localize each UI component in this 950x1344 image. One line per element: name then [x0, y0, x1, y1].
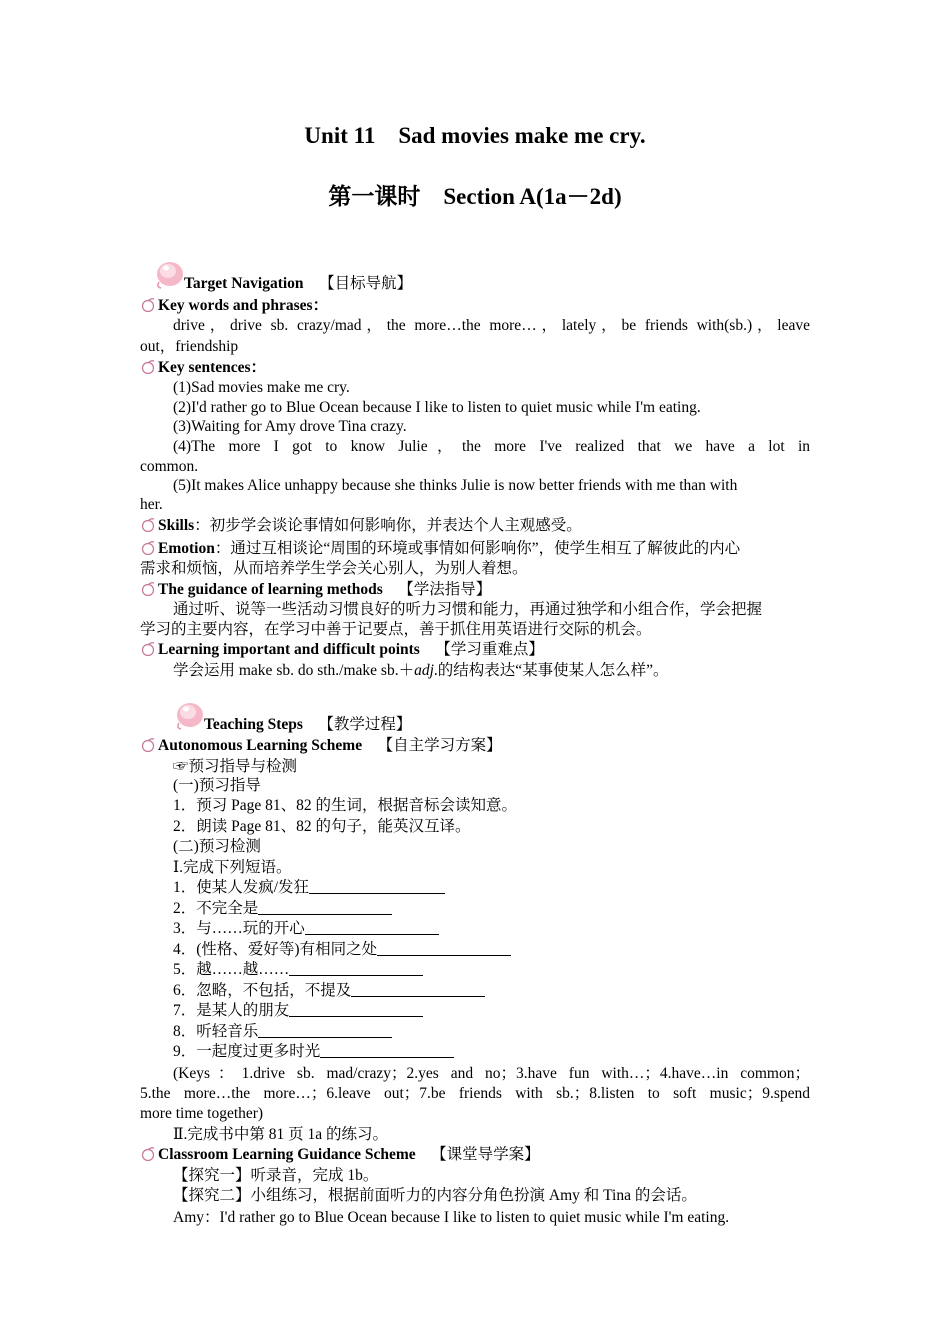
flower-icon: [172, 697, 208, 731]
key-sentence: (4)The more I got to know Julie，the more I've realized that we have a lot in: [173, 438, 810, 455]
key-sentence: (1)Sad movies make me cry.: [173, 379, 350, 396]
guidance-text: 学习的主要内容，在学习中善于记要点，善于抓住用英语进行交际的机会。: [140, 621, 652, 638]
page-title: Unit 11 Sad movies make me cry.: [304, 123, 646, 148]
phrase-item: 8．听轻音乐: [173, 1022, 810, 1042]
key-sentence: (5)It makes Alice unhappy because she thinks Julie is now better friends with me than with: [173, 477, 738, 494]
explore-item: 【探究一】听录音，完成 1b。: [173, 1167, 379, 1184]
explore-item: 【探究二】小组练习，根据前面听力的内容分角色扮演 Amy 和 Tina 的会话。: [173, 1187, 697, 1204]
answer-blank[interactable]: [351, 981, 485, 997]
guide-title: (一)预习指导: [173, 777, 261, 794]
phrase-item: 1．使某人发疯/发狂: [173, 878, 810, 898]
key-sentence: her.: [140, 496, 163, 513]
phrase-item: 9．一起度过更多时光: [173, 1042, 810, 1062]
learning-points-text: 学会运用 make sb. do sth./make sb.＋adj.的结构表达“某事使某人怎么样”。: [173, 662, 669, 679]
key-sentences-heading: Key sentences：: [140, 358, 810, 378]
learning-points-heading: Learning important and difficult points 【学习重难点】: [140, 640, 810, 660]
autonomous-heading: Autonomous Learning Scheme 【自主学习方案】: [140, 736, 810, 756]
answer-blank[interactable]: [309, 878, 445, 894]
apple-bullet-icon: [140, 541, 158, 555]
guidance-text: 通过听、说等一些活动习惯良好的听力习惯和能力，再通过独学和小组合作，学会把握: [173, 601, 763, 618]
keys-line: 5.the more…the more…；6.leave out；7.be friends with sb.；8.listen to soft music；9.spend: [140, 1085, 810, 1102]
check-title: (二)预习检测: [173, 838, 261, 855]
task-title: Ⅱ.完成书中第 81 页 1a 的练习。: [173, 1126, 389, 1143]
keys-line: more time together): [140, 1105, 264, 1122]
apple-bullet-icon: [140, 642, 158, 656]
answer-blank[interactable]: [289, 960, 423, 976]
skills-line: Skills：初步学会谈论事情如何影响你，并表达个人主观感受。: [140, 516, 810, 536]
apple-bullet-icon: [140, 582, 158, 596]
key-sentence: common.: [140, 458, 199, 475]
phrase-item: 4．(性格、爱好等)有相同之处: [173, 940, 810, 960]
key-words-line: drive，drive sb. crazy/mad，the more…the more…，lately，be friends with(sb.)，leave: [173, 317, 810, 334]
task-title: Ⅰ.完成下列短语。: [173, 859, 292, 876]
guide-item: 1．预习 Page 81、82 的生词，根据音标会读知意。: [173, 797, 518, 814]
phrase-item: 7．是某人的朋友: [173, 1001, 810, 1021]
teaching-steps-heading: Teaching Steps 【教学过程】: [204, 716, 412, 733]
apple-bullet-icon: [140, 518, 158, 532]
guidance-heading: The guidance of learning methods 【学法指导】: [140, 580, 810, 600]
target-navigation-heading: Target Navigation 【目标导航】: [184, 275, 413, 292]
answer-blank[interactable]: [258, 1022, 392, 1038]
apple-bullet-icon: [140, 738, 158, 752]
classroom-heading: Classroom Learning Guidance Scheme 【课堂导学案】: [140, 1145, 810, 1165]
answer-blank[interactable]: [305, 919, 439, 935]
phrase-item: 3．与……玩的开心: [173, 919, 810, 939]
page-subtitle: 第一课时 Section A(1a－2d): [328, 184, 622, 209]
dialogue-line: Amy：I'd rather go to Blue Ocean because I like to listen to quiet music while I'm eating.: [173, 1209, 730, 1226]
flower-icon: [152, 256, 188, 290]
guide-item: 2．朗读 Page 81、82 的句子，能英汉互译。: [173, 818, 471, 835]
answer-blank[interactable]: [289, 1001, 423, 1017]
emotion-line: 需求和烦恼，从而培养学生学会关心别人，为别人着想。: [140, 560, 528, 577]
answer-blank[interactable]: [258, 899, 392, 915]
apple-bullet-icon: [140, 360, 158, 374]
key-words-line: out，friendship: [140, 338, 239, 355]
phrase-item: 5．越……越……: [173, 960, 810, 980]
key-sentence: (3)Waiting for Amy drove Tina crazy.: [173, 418, 407, 435]
key-sentence: (2)I'd rather go to Blue Ocean because I like to listen to quiet music while I'm eating.: [173, 399, 701, 416]
key-words-heading: Key words and phrases：: [140, 296, 810, 316]
phrase-item: 6．忽略，不包括，不提及: [173, 981, 810, 1001]
keys-line: (Keys：1.drive sb. mad/crazy；2.yes and no；3.have fun with…；4.have…in common；: [173, 1065, 810, 1082]
answer-blank[interactable]: [320, 1042, 454, 1058]
preview-title: ☞预习指导与检测: [173, 758, 298, 775]
phrase-item: 2．不完全是: [173, 899, 810, 919]
answer-blank[interactable]: [377, 940, 511, 956]
apple-bullet-icon: [140, 298, 158, 312]
emotion-line: Emotion：通过互相谈论“周围的环境或事情如何影响你”，使学生相互了解彼此的内心: [140, 539, 810, 559]
apple-bullet-icon: [140, 1147, 158, 1161]
